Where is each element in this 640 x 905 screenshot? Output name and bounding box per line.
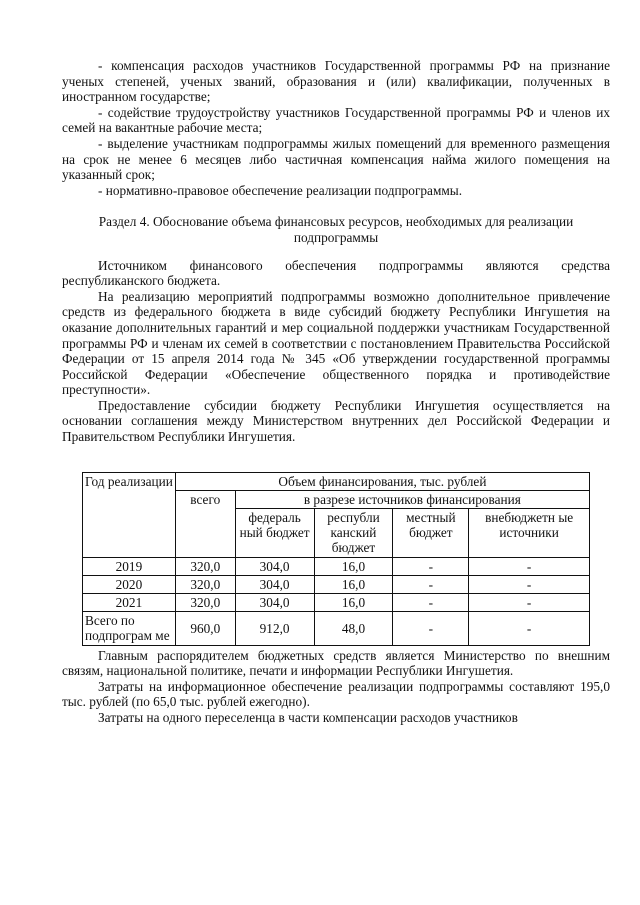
bullet-item: - содействие трудоустройству участников Государственной программы РФ и членов их семей на вакантные рабочие места; bbox=[62, 104, 610, 136]
cell-republic: 48,0 bbox=[314, 612, 393, 645]
cell-republic: 16,0 bbox=[314, 594, 393, 612]
table-row bbox=[83, 557, 590, 575]
cell-year-total: Всего по подпрограм ме bbox=[83, 612, 176, 645]
cell-total: 960,0 bbox=[175, 612, 235, 645]
cell-federal: 304,0 bbox=[235, 557, 314, 575]
paragraph: Главным распорядителем бюджетных средств является Министерство по внешним связям, национальной политике, печати и информации Республики Ингушетия. bbox=[62, 647, 610, 679]
bullet-item: - выделение участникам подпрограммы жилых помещений для временного размещения на срок не менее 6 месяцев либо частичная компенсация найма жилого помещения на указанный срок; bbox=[62, 135, 610, 183]
header-volume: Объем финансирования, тыс. рублей bbox=[175, 472, 589, 490]
header-federal: федераль ный бюджет bbox=[235, 509, 314, 558]
table-row bbox=[83, 594, 590, 612]
cell-offbudget: - bbox=[469, 612, 590, 645]
table-total-row bbox=[83, 612, 590, 645]
paragraph: Источником финансового обеспечения подпрограммы являются средства республиканского бюджета. bbox=[62, 257, 610, 289]
header-year: Год реализации bbox=[83, 472, 176, 557]
cell-republic: 16,0 bbox=[314, 557, 393, 575]
table-header-row bbox=[83, 472, 590, 490]
cell-offbudget: - bbox=[469, 594, 590, 612]
cell-offbudget: - bbox=[469, 575, 590, 593]
bullet-item: - нормативно-правовое обеспечение реализации подпрограммы. bbox=[98, 182, 463, 198]
bullet-item: - компенсация расходов участников Государственной программы РФ на признание ученых степеней, ученых званий, образования и (или) квалификации, полученных в иностранном государстве; bbox=[62, 58, 610, 105]
cell-republic: 16,0 bbox=[314, 575, 393, 593]
cell-local: - bbox=[393, 575, 469, 593]
cell-year: 2021 bbox=[83, 594, 176, 612]
cell-year: 2019 bbox=[83, 557, 176, 575]
cell-total: 320,0 bbox=[175, 575, 235, 593]
cell-local: - bbox=[393, 594, 469, 612]
header-sources: в разрезе источников финансирования bbox=[235, 490, 589, 508]
paragraph: Предоставление субсидии бюджету Республики Ингушетия осуществляется на основании соглашения между Министерством внутренних дел Российской Федерации и Правительством Республики Ингушетия. bbox=[62, 397, 610, 445]
cell-local: - bbox=[393, 612, 469, 645]
section-title: Раздел 4. Обоснование объема финансовых ресурсов, необходимых для реализации подпрограммы bbox=[98, 214, 574, 245]
document-page bbox=[62, 58, 610, 726]
spacer bbox=[62, 445, 610, 472]
cell-local: - bbox=[393, 557, 469, 575]
cell-federal: 304,0 bbox=[235, 594, 314, 612]
header-total: всего bbox=[175, 490, 235, 557]
paragraph: Затраты на информационное обеспечение реализации подпрограммы составляют 195,0 тыс. рублей (по 65,0 тыс. рублей ежегодно). bbox=[62, 678, 610, 710]
header-local: местный бюджет bbox=[393, 509, 469, 558]
cell-total: 320,0 bbox=[175, 594, 235, 612]
header-republic: республи канский бюджет bbox=[314, 509, 393, 558]
cell-total: 320,0 bbox=[175, 557, 235, 575]
cell-federal: 304,0 bbox=[235, 575, 314, 593]
cell-federal: 912,0 bbox=[235, 612, 314, 645]
cell-offbudget: - bbox=[469, 557, 590, 575]
financing-table bbox=[82, 472, 590, 646]
paragraph: Затраты на одного переселенца в части компенсации расходов участников bbox=[98, 710, 518, 726]
header-offbudget: внебюджетн ые источники bbox=[469, 509, 590, 558]
cell-year: 2020 bbox=[83, 575, 176, 593]
after-table-text bbox=[62, 648, 610, 726]
paragraph: На реализацию мероприятий подпрограммы возможно дополнительное привлечение средств из федерального бюджета в виде субсидий бюджету Республики Ингушетия на оказание дополнительных гарантий и мер социальной поддержки участникам Государственной программы РФ и членам их семей в соответствии с постановлением Правительства Российской Федерации от 15 апреля 2014 года № 345 «Об утверждении государственной программы Российской Федерации «Обеспечение общественного порядка и противодействие преступности». bbox=[62, 288, 610, 398]
table-row bbox=[83, 575, 590, 593]
